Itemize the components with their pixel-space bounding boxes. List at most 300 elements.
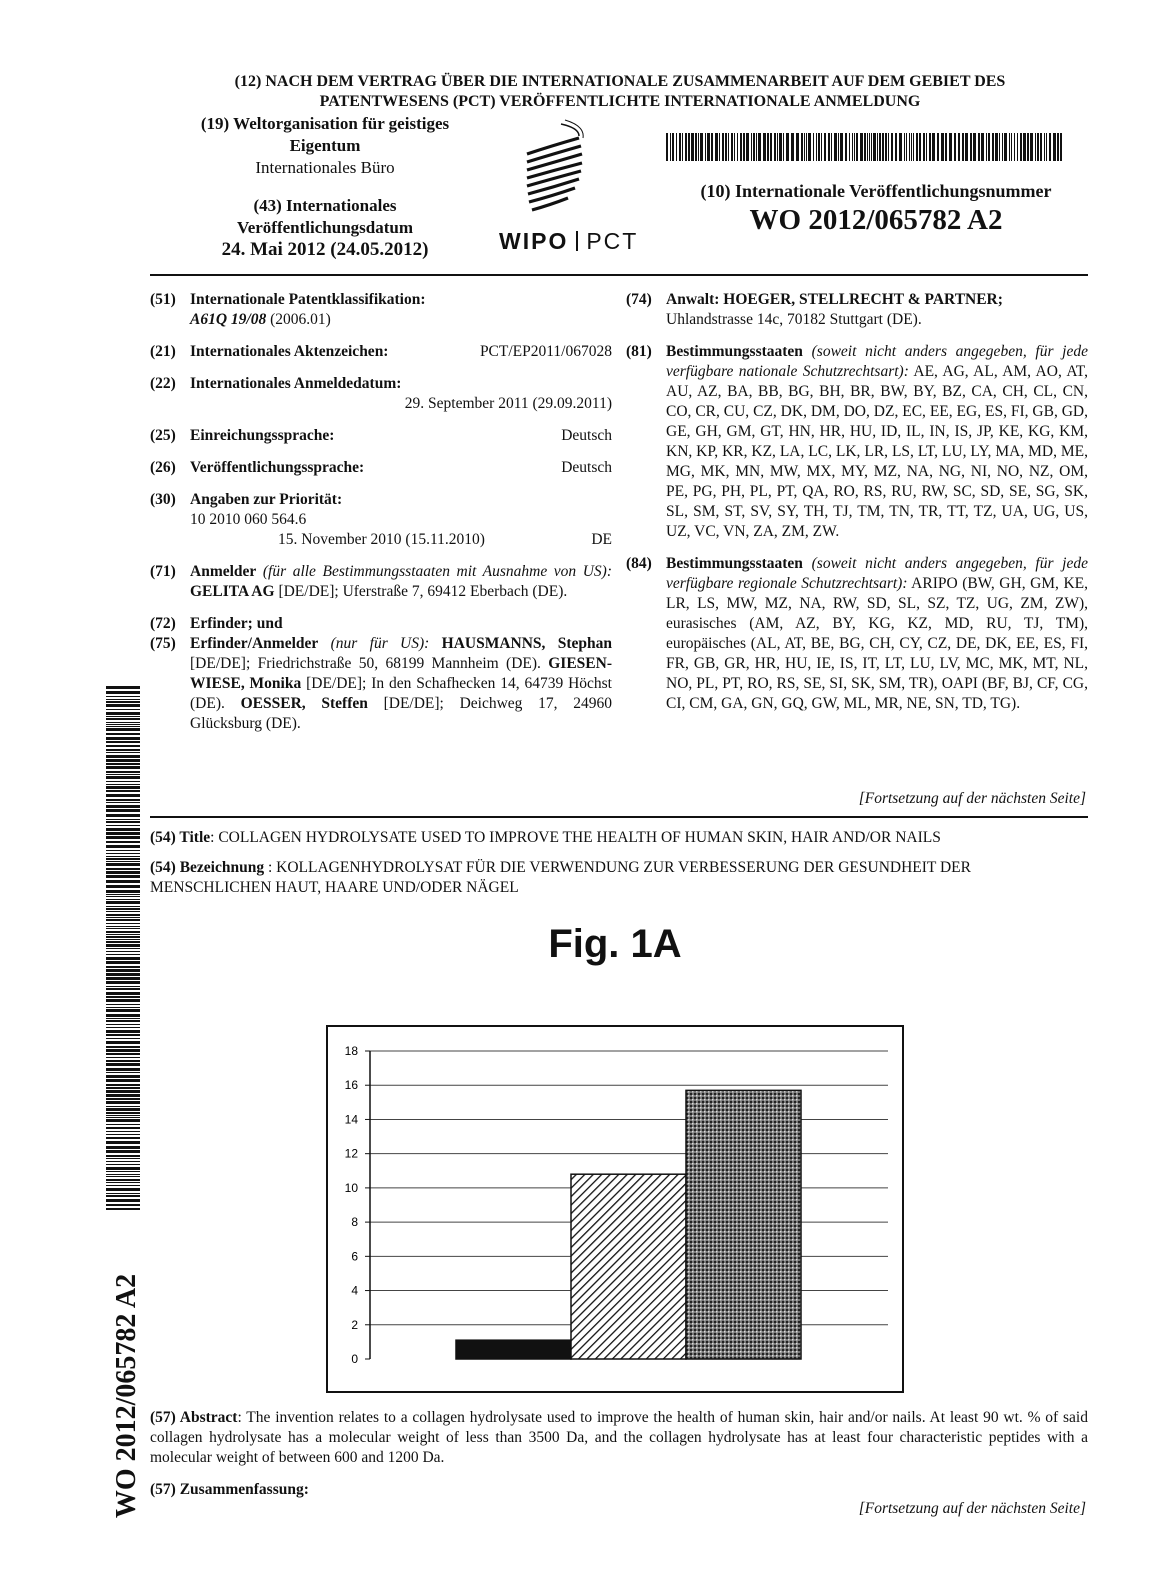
barcode-bar: [106, 850, 140, 851]
barcode-bar: [106, 1072, 140, 1073]
barcode-bar: [106, 919, 140, 921]
publication-language: Deutsch: [561, 459, 612, 476]
field-number: (71): [150, 563, 176, 580]
barcode-bar: [106, 1167, 140, 1170]
field-number: (25): [150, 427, 176, 444]
barcode-bar: [923, 133, 925, 161]
barcode-bar: [106, 1137, 140, 1139]
barcode-bar: [106, 926, 140, 927]
barcode-bar: [106, 814, 140, 817]
barcode-bar: [926, 133, 927, 161]
barcode-bar: [106, 1009, 140, 1012]
barcode-bar: [796, 133, 799, 161]
barcode-bar: [679, 133, 681, 161]
header-line-2: PATENTWESENS (PCT) VERÖFFENTLICHTE INTERNATIONALE ANMELDUNG: [319, 93, 921, 110]
designation-note: (soweit nicht anders angegeben, für jede verfügbare regionale Schutzrechtsart):: [666, 555, 1088, 592]
barcode-bar: [106, 948, 140, 949]
barcode-bar: [106, 755, 140, 758]
barcode-bar: [106, 766, 140, 769]
barcode-bar: [1044, 133, 1045, 161]
barcode-bar: [106, 1127, 140, 1129]
barcode-bar: [106, 917, 140, 918]
barcode-bar: [106, 763, 140, 765]
barcode-bar: [106, 704, 140, 707]
barcode-bar: [725, 133, 727, 161]
barcode-bar: [106, 1046, 140, 1048]
designation-note: (soweit nicht anders angegeben, für jede verfügbare nationale Schutzrechtsart):: [666, 343, 1088, 380]
barcode-bar: [106, 1161, 140, 1162]
barcode-bar: [106, 1176, 140, 1177]
barcode-bar: [106, 894, 140, 895]
barcode-bar: [106, 686, 140, 689]
document-header: [120, 72, 1120, 112]
barcode-bar: [999, 133, 1000, 161]
field-number: (84): [626, 555, 652, 572]
inventor-address-1: [DE/DE]; Friedrichstraße 50, 68199 Mannheim (DE).: [190, 655, 541, 672]
barcode-bar: [763, 133, 766, 161]
pubdate-line-2: Veröffentlichungsdatum: [237, 218, 413, 237]
barcode-bar: [106, 786, 140, 789]
logo-divider: [576, 231, 578, 251]
barcode-bar: [106, 1199, 140, 1202]
barcode-bar: [106, 1195, 140, 1197]
barcode-bar: [949, 133, 952, 161]
barcode-bar: [106, 858, 140, 860]
barcode-bar: [106, 1150, 140, 1153]
barcode-bar: [715, 133, 718, 161]
bar-3: [686, 1090, 801, 1359]
publication-date-block: [165, 195, 485, 261]
barcode-bar: [106, 741, 140, 743]
barcode-bar: [751, 133, 752, 161]
field-74: [626, 290, 1088, 330]
field-label: Internationales Aktenzeichen:: [190, 343, 389, 360]
barcode-bar: [808, 133, 811, 161]
barcode-bar: [106, 1098, 140, 1100]
barcode-bar: [854, 133, 855, 161]
barcode-bar: [1030, 133, 1033, 161]
barcode-bar: [106, 1179, 140, 1181]
field-label: Anmelder: [190, 563, 257, 580]
bezeichnung-label: (54) Bezeichnung: [150, 859, 265, 876]
barcode-bar: [106, 966, 140, 968]
barcode-bar: [106, 981, 140, 984]
barcode-bar: [106, 890, 140, 893]
barcode-bar: [106, 1106, 140, 1107]
barcode-bar: [106, 880, 140, 883]
barcode-bar: [992, 133, 994, 161]
barcode-bar: [106, 828, 140, 831]
barcode-bar: [978, 133, 980, 161]
barcode-bar: [954, 133, 956, 161]
field-number: (81): [626, 343, 652, 360]
barcode-bar: [106, 1115, 140, 1116]
barcode-bar: [973, 133, 976, 161]
barcode-bar: [106, 845, 140, 848]
barcode-bar: [786, 133, 789, 161]
barcode-bar: [106, 973, 140, 976]
barcode-bar: [821, 133, 822, 161]
barcode-bar: [106, 944, 140, 947]
org-line-3: Internationales Büro: [255, 158, 395, 177]
field-51: [150, 290, 612, 330]
field-21: [150, 342, 612, 362]
barcode-bar: [1046, 133, 1047, 161]
barcode-bar: [988, 133, 990, 161]
barcode-bar: [856, 133, 858, 161]
barcode-bar: [916, 133, 918, 161]
abstract-text: : The invention relates to a collagen hydrolysate used to improve the health of human skin, hair and/or nails. At least 90 wt. % of said collagen hydrolysate has a molecular weight of less than 3500 Da, and the collagen hydrolysate has at least four characteristic peptides with a molecular weight of between 600 and 1200 Da.: [150, 1409, 1088, 1466]
barcode-bar: [932, 133, 935, 161]
field-84: [626, 554, 1088, 714]
barcode-bar: [873, 133, 876, 161]
wipo-wordmark: WIPO: [499, 228, 569, 254]
abstract-section: [150, 1408, 1088, 1468]
field-number: (22): [150, 375, 176, 392]
barcode-bar: [1014, 133, 1015, 161]
barcode-bar: [929, 133, 931, 161]
barcode-bar: [106, 954, 140, 955]
barcode-bar: [106, 759, 140, 762]
inventor-name-1: HAUSMANNS, Stephan: [441, 635, 613, 652]
barcode-bar: [791, 133, 794, 161]
attorney-address: Uhlandstrasse 14c, 70182 Stuttgart (DE).: [666, 311, 922, 328]
barcode-bar: [806, 133, 807, 161]
barcode-bar: [106, 1155, 140, 1157]
barcode-bar: [734, 133, 735, 161]
barcode-bar: [906, 133, 907, 161]
barcode-bar: [801, 133, 803, 161]
y-tick-label: 14: [344, 1112, 358, 1127]
barcode-bar: [106, 861, 140, 862]
barcode-bar: [767, 133, 769, 161]
field-number: (30): [150, 491, 176, 508]
classification-code: A61Q 19/08: [190, 311, 267, 328]
org-line-1: (19) Weltorganisation für geistiges: [200, 114, 450, 133]
barcode-bar: [770, 133, 772, 161]
barcode-bar: [707, 133, 710, 161]
barcode-bar: [695, 133, 697, 161]
barcode-bar: [698, 133, 699, 161]
priority-country: DE: [591, 531, 612, 548]
barcode-bar: [945, 133, 947, 161]
barcode-bar: [816, 133, 817, 161]
barcode-bar: [106, 868, 140, 870]
wipo-pct-wordmark: [499, 228, 638, 255]
barcode-bar: [852, 133, 853, 161]
barcode-bar: [1009, 133, 1010, 161]
barcode-bar: [106, 934, 140, 935]
barcode-bar: [877, 133, 878, 161]
barcode-bar: [106, 832, 140, 835]
field-number: (21): [150, 343, 176, 360]
barcode-bar: [106, 716, 140, 717]
barcode-bar: [840, 133, 843, 161]
barcode-bar: [838, 133, 839, 161]
inventor-name-2: GIESEN-WIESE, Monika: [190, 655, 612, 692]
barcode-bar: [106, 1079, 140, 1082]
barcode-bar: [106, 1087, 140, 1089]
barcode-bar: [1020, 133, 1022, 161]
barcode-bar: [106, 1027, 140, 1028]
barcode-bar: [882, 133, 884, 161]
field-label: Erfinder/Anmelder: [190, 635, 319, 652]
barcode-bar: [106, 1041, 140, 1044]
barcode-bar: [1017, 133, 1018, 161]
barcode-bar: [867, 133, 868, 161]
barcode-bar: [106, 781, 140, 782]
barcode-bar: [106, 885, 140, 888]
right-column: [626, 290, 1088, 714]
barcode-bar: [106, 928, 140, 929]
barcode-bar: [864, 133, 866, 161]
barcode-bar: [1060, 133, 1062, 161]
barcode-bar: [106, 939, 140, 940]
field-number: (72): [150, 615, 176, 632]
barcode-bar: [1057, 133, 1059, 161]
field-label: Bestimmungsstaaten: [666, 555, 803, 572]
barcode-bar: [106, 821, 140, 823]
barcode-bar: [106, 737, 140, 740]
barcode-bar: [1035, 133, 1036, 161]
barcode-bar: [106, 776, 140, 779]
barcode-bar: [106, 1174, 140, 1175]
barcode-bar: [106, 809, 140, 812]
pct-wordmark: PCT: [586, 228, 639, 254]
barcode-bar: [728, 133, 729, 161]
field-26: [150, 458, 612, 478]
barcode-bar: [106, 941, 140, 943]
barcode-bar: [106, 794, 140, 797]
barcode-bar: [106, 712, 140, 715]
barcode-bar: [779, 133, 782, 161]
barcode-bar: [965, 133, 968, 161]
barcode-bar: [1040, 133, 1042, 161]
barcode-bar: [106, 1057, 140, 1058]
barcode-bar: [685, 133, 687, 161]
barcode-bar: [106, 996, 140, 998]
barcode-bar: [106, 1158, 140, 1159]
field-label: Internationale Patentklassifikation:: [190, 291, 426, 308]
barcode-bar: [783, 133, 784, 161]
barcode-bar: [106, 819, 140, 820]
barcode-bar: [958, 133, 960, 161]
section-divider: [150, 816, 1088, 818]
field-number: (26): [150, 459, 176, 476]
header-divider: [150, 274, 1088, 276]
barcode-bar: [106, 1117, 140, 1118]
field-25: [150, 426, 612, 446]
barcode-bar: [737, 133, 738, 161]
barcode-bar: [106, 718, 140, 720]
barcode-bar: [106, 1030, 140, 1033]
field-label: Internationales Anmeldedatum:: [190, 375, 402, 392]
barcode-bar: [860, 133, 863, 161]
field-number: (51): [150, 291, 176, 308]
barcode-bar: [845, 133, 847, 161]
barcode-bar: [919, 133, 921, 161]
barcode-bar: [106, 1038, 140, 1039]
applicant-name: GELITA AG: [190, 583, 275, 600]
barcode-bar: [106, 691, 140, 694]
title-text: : COLLAGEN HYDROLYSATE USED TO IMPROVE THE HEALTH OF HUMAN SKIN, HAIR AND/OR NAILS: [210, 829, 941, 846]
barcode-bar: [106, 1014, 140, 1017]
y-tick-label: 10: [344, 1180, 358, 1195]
barcode-bar: [106, 856, 140, 857]
barcode-bar: [106, 1119, 140, 1122]
y-tick-label: 12: [344, 1146, 358, 1161]
field-label: Veröffentlichungssprache:: [190, 459, 365, 476]
y-tick-label: 16: [344, 1078, 358, 1093]
bezeichnung-text: : KOLLAGENHYDROLYSAT FÜR DIE VERWENDUNG ZUR VERBESSERUNG DER GESUNDHEIT DER MENSCHLICHEN HAUT, HAARE UND/ODER NÄGEL: [150, 859, 971, 896]
barcode-bar: [106, 1134, 140, 1135]
barcode-bar: [1023, 133, 1026, 161]
barcode-bar: [1053, 133, 1056, 161]
barcode-bar: [1027, 133, 1029, 161]
barcode-bar: [740, 133, 742, 161]
national-states: AE, AG, AL, AM, AO, AT, AU, AZ, BA, BB, BG, BH, BR, BW, BY, BZ, CA, CH, CL, CN, CO, CR, CU, CZ, DK, DM, DO, DZ, EC, EE, EG, ES, FI, GB, GD, GE, GH, GM, GT, HN, HR, HU, ID, IL, IN, IS, JP, KE, KG, KM, KN, KP, KR, KZ, LA, LC, LK, LR, LS, LT, LU, LY, MA, MD, ME, MG, MK, MN, MW, MX, MY, MZ, NA, NG, NI, NO, NZ, OM, PE, PG, PH, PL, PT, QA, RO, RS, RU, RW, SC, SD, SE, SG, SK, SL, SM, ST, SV, SY, TH, TJ, TM, TN, TR, TT, TZ, UA, UG, US, UZ, VC, VN, ZA, ZM, ZW.: [666, 363, 1088, 540]
barcode-bar: [813, 133, 814, 161]
barcode-bar: [871, 133, 872, 161]
pubdate-line-1: (43) Internationales: [253, 196, 397, 215]
barcode-bar: [106, 914, 140, 916]
applicant-address: [DE/DE]; Uferstraße 7, 69412 Eberbach (DE).: [278, 583, 568, 600]
barcode-bar: [831, 133, 832, 161]
top-barcode: [666, 133, 1086, 161]
classification-version: (2006.01): [270, 311, 331, 328]
title-de: [150, 858, 1088, 898]
barcode-bar: [106, 986, 140, 987]
abstract-label: (57) Abstract: [150, 1409, 238, 1426]
barcode-bar: [106, 936, 140, 938]
barcode-bar: [106, 988, 140, 990]
barcode-bar: [106, 1018, 140, 1019]
barcode-bar: [106, 805, 140, 808]
barcode-bar: [743, 133, 745, 161]
bar-chart: [326, 1025, 906, 1395]
barcode-bar: [1002, 133, 1003, 161]
barcode-bar: [824, 133, 826, 161]
barcode-bar: [981, 133, 984, 161]
y-tick-label: 18: [344, 1044, 358, 1058]
field-22: [150, 374, 612, 414]
barcode-bar: [970, 133, 972, 161]
attorney-name: HOEGER, STELLRECHT & PARTNER;: [723, 291, 1003, 308]
y-tick-label: 4: [351, 1283, 358, 1298]
applicant-note: (für alle Bestimmungsstaaten mit Ausnahme von US):: [262, 563, 612, 580]
barcode-bar: [106, 899, 140, 900]
barcode-bar: [106, 752, 140, 753]
barcode-bar: [106, 961, 140, 964]
barcode-bar: [106, 701, 140, 703]
barcode-bar: [1011, 133, 1012, 161]
barcode-bar: [106, 802, 140, 803]
barcode-bar: [106, 1004, 140, 1005]
barcode-bar: [106, 1068, 140, 1071]
barcode-bar: [106, 841, 140, 843]
barcode-bar: [106, 908, 140, 910]
barcode-bar: [106, 1007, 140, 1008]
barcode-bar: [670, 133, 671, 161]
barcode-bar: [719, 133, 720, 161]
barcode-bar: [705, 133, 706, 161]
barcode-bar: [774, 133, 776, 161]
header-line-1: (12) NACH DEM VERTRAG ÜBER DIE INTERNATIONALE ZUSAMMENARBEIT AUF DEM GEBIET DES: [234, 73, 1006, 90]
side-barcode: [106, 686, 140, 1238]
barcode-bar: [106, 1034, 140, 1036]
barcode-bar: [106, 977, 140, 980]
pubnum-value: WO 2012/065782 A2: [749, 204, 1003, 236]
barcode-bar: [106, 957, 140, 960]
barcode-bar: [899, 133, 902, 161]
bar-1: [456, 1340, 571, 1359]
barcode-bar: [106, 1049, 140, 1052]
barcode-bar: [106, 901, 140, 904]
field-label: Anwalt:: [666, 291, 720, 308]
barcode-bar: [777, 133, 778, 161]
barcode-bar: [937, 133, 939, 161]
continued-note-top: [Fortsetzung auf der nächsten Seite]: [858, 790, 1086, 807]
barcode-bar: [106, 896, 140, 897]
bar-2: [571, 1174, 686, 1359]
barcode-bar: [106, 726, 140, 727]
barcode-bar: [106, 1182, 140, 1183]
y-tick-label: 2: [351, 1317, 358, 1332]
barcode-bar: [106, 1063, 140, 1066]
barcode-bar: [106, 906, 140, 907]
barcode-bar: [106, 733, 140, 735]
organization-block: [165, 113, 485, 179]
barcode-bar: [672, 133, 674, 161]
barcode-bar: [909, 133, 910, 161]
barcode-bar: [106, 911, 140, 912]
barcode-bar: [941, 133, 944, 161]
wipo-logo: [495, 118, 660, 258]
side-publication-number: WO 2012/065782 A2: [111, 1273, 142, 1519]
barcode-bar: [106, 1188, 140, 1191]
y-tick-label: 0: [351, 1352, 358, 1366]
inventor-name-3: OESSER, Steffen: [240, 695, 368, 712]
pubnum-label: (10) Internationale Veröffentlichungsnummer: [700, 181, 1052, 201]
priority-number: 10 2010 060 564.6: [190, 511, 307, 528]
barcode-bar: [731, 133, 733, 161]
barcode-bar: [106, 771, 140, 773]
barcode-bar: [106, 1193, 140, 1194]
barcode-bar: [828, 133, 830, 161]
barcode-bar: [106, 825, 140, 826]
filing-date: 29. September 2011 (29.09.2011): [404, 395, 612, 412]
barcode-bar: [106, 1060, 140, 1062]
barcode-bar: [106, 728, 140, 731]
barcode-bar: [700, 133, 703, 161]
inventor-address-2: [DE/DE]; In den Schafhecken 14, 64739 Höchst (DE).: [190, 675, 612, 712]
barcode-bar: [106, 871, 140, 874]
y-tick-label: 8: [351, 1215, 358, 1230]
application-number: PCT/EP2011/067028: [479, 343, 612, 360]
barcode-bar: [913, 133, 914, 161]
barcode-bar: [962, 133, 964, 161]
field-71: [150, 562, 612, 602]
barcode-bar: [1004, 133, 1007, 161]
barcode-bar: [106, 1164, 140, 1165]
barcode-bar: [888, 133, 889, 161]
barcode-bar: [106, 1108, 140, 1111]
barcode-bar: [106, 1141, 140, 1144]
barcode-bar: [106, 1101, 140, 1104]
barcode-bar: [722, 133, 724, 161]
barcode-bar: [106, 1020, 140, 1022]
barcode-bar: [746, 133, 749, 161]
